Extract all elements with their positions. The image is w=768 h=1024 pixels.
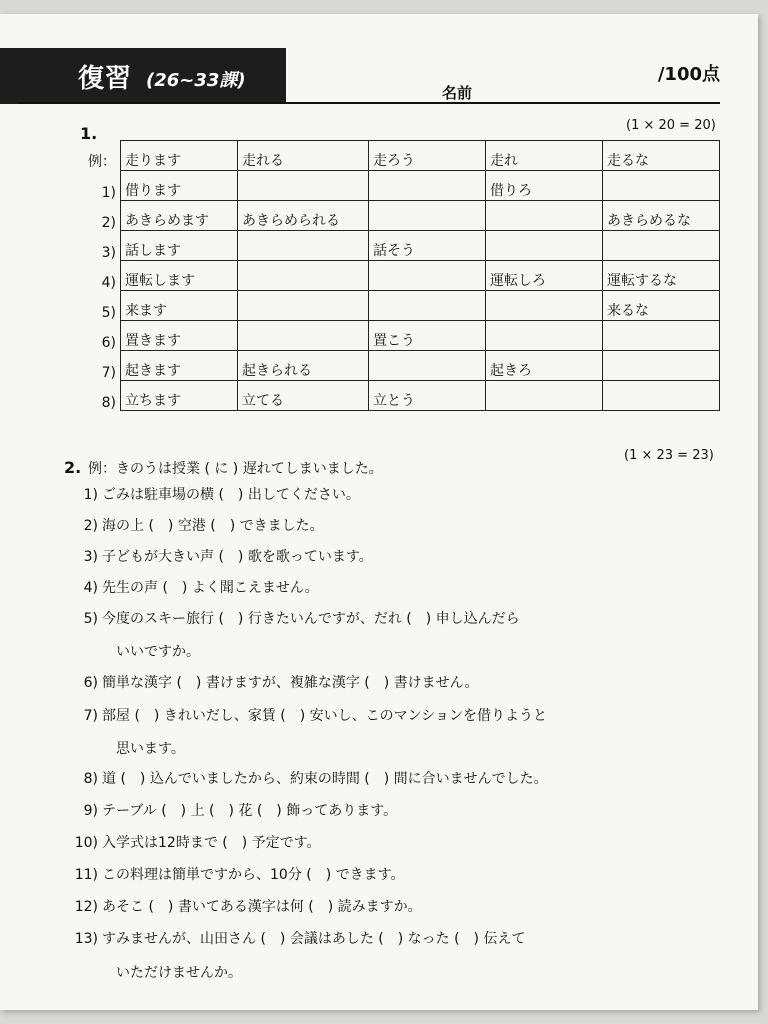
table-cell[interactable] — [369, 201, 486, 231]
question-item — [70, 768, 548, 788]
table-cell: 立とう — [369, 381, 486, 411]
example-sentence: 例：きのうは授業 ( に ) 遅れてしまいました。 — [88, 461, 383, 477]
table-cell: 走ります — [121, 141, 238, 171]
question-text: すみませんが、山田さん ( ) 会議はあした ( ) なった ( ) 伝えて — [102, 931, 526, 947]
table-cell: 置こう — [369, 321, 486, 351]
table-cell[interactable] — [603, 231, 720, 261]
table-cell: あきらめます — [121, 201, 238, 231]
question-item — [70, 832, 321, 852]
question-item — [70, 515, 324, 535]
section-1-points: (1 × 20 = 20) — [626, 118, 716, 133]
table-cell: 借ります — [121, 171, 238, 201]
table-row — [78, 171, 720, 201]
score-total: /100点 — [657, 64, 720, 85]
section-2-points: (1 × 23 = 23) — [624, 448, 714, 463]
question-text: 思います。 — [116, 741, 185, 757]
table-cell: 走れる — [238, 141, 369, 171]
table-cell[interactable] — [238, 321, 369, 351]
table-cell[interactable] — [603, 381, 720, 411]
question-item — [70, 800, 397, 820]
question-text: 今度のスキー旅行 ( ) 行きたいんですが、だれ ( ) 申し込んだら — [102, 611, 520, 627]
question-number: 1) — [83, 487, 98, 503]
row-label: 6) — [101, 334, 116, 351]
table-cell: 運転しろ — [486, 261, 603, 291]
question-text: 入学式は12時まで ( ) 予定です。 — [102, 835, 321, 851]
question-number: 6) — [83, 675, 98, 691]
table-cell: 運転します — [121, 261, 238, 291]
table-row — [78, 291, 720, 321]
table-cell[interactable] — [486, 381, 603, 411]
question-text: 道 ( ) 込んでいましたから、約束の時間 ( ) 間に合いませんでした。 — [102, 771, 548, 787]
question-item — [116, 962, 242, 982]
header-rule — [18, 102, 720, 104]
table-row — [78, 261, 720, 291]
table-cell: 走ろう — [369, 141, 486, 171]
row-label: 1) — [101, 184, 116, 201]
question-item — [70, 928, 525, 948]
table-row — [78, 351, 720, 381]
table-row — [78, 381, 720, 411]
question-number: 9) — [83, 803, 98, 819]
question-number: 3) — [83, 549, 98, 565]
question-text: 先生の声 ( ) よく聞こえません。 — [102, 580, 319, 596]
table-cell[interactable] — [486, 231, 603, 261]
question-text: 海の上 ( ) 空港 ( ) できました。 — [102, 518, 324, 534]
table-cell[interactable] — [238, 261, 369, 291]
lesson-range: (26~33課) — [146, 70, 246, 91]
table-cell[interactable] — [238, 171, 369, 201]
section-2-number: 2. — [64, 458, 82, 477]
name-label: 名前 — [442, 84, 473, 102]
question-text: この料理は簡単ですから、10分 ( ) できます。 — [102, 867, 405, 883]
table-cell: 起きられる — [238, 351, 369, 381]
table-cell: 置きます — [121, 321, 238, 351]
table-cell: 話します — [121, 231, 238, 261]
row-label: 2) — [101, 214, 116, 231]
table-cell: あきらめるな — [603, 201, 720, 231]
question-item — [70, 705, 547, 725]
row-label: 4) — [101, 274, 116, 291]
table-row — [78, 141, 720, 171]
question-item — [70, 484, 360, 504]
worksheet-title: 復習 — [78, 64, 133, 94]
table-cell: 話そう — [369, 231, 486, 261]
row-label: 7) — [101, 364, 116, 381]
section-1-number: 1. — [80, 124, 98, 143]
table-cell[interactable] — [238, 231, 369, 261]
table-cell[interactable] — [238, 291, 369, 321]
question-number: 13) — [74, 931, 98, 947]
question-item — [70, 577, 319, 597]
question-number: 5) — [83, 611, 98, 627]
table-row — [78, 231, 720, 261]
table-cell: 起きろ — [486, 351, 603, 381]
table-cell: 走るな — [603, 141, 720, 171]
question-item — [116, 641, 200, 661]
table-cell[interactable] — [369, 171, 486, 201]
table-cell: 借りろ — [486, 171, 603, 201]
question-item — [70, 672, 479, 692]
question-item — [70, 608, 520, 628]
row-label: 3) — [101, 244, 116, 261]
table-cell: 運転するな — [603, 261, 720, 291]
question-text: あそこ ( ) 書いてある漢字は何 ( ) 読みますか。 — [102, 899, 422, 915]
question-item — [116, 738, 185, 758]
table-cell: あきらめられる — [238, 201, 369, 231]
question-text: 簡単な漢字 ( ) 書けますが、複雑な漢字 ( ) 書けません。 — [102, 675, 479, 691]
question-text: いいですか。 — [116, 644, 200, 660]
question-number: 11) — [74, 867, 98, 883]
table-cell[interactable] — [486, 291, 603, 321]
row-label: 5) — [101, 304, 116, 321]
question-text: 子どもが大きい声 ( ) 歌を歌っています。 — [102, 549, 373, 565]
question-item — [70, 864, 405, 884]
table-cell[interactable] — [603, 351, 720, 381]
row-label: 8) — [101, 394, 116, 411]
table-cell[interactable] — [369, 261, 486, 291]
table-cell[interactable] — [486, 321, 603, 351]
question-text: いただけませんか。 — [116, 965, 242, 981]
question-item — [70, 896, 422, 916]
question-number: 8) — [83, 771, 98, 787]
table-row — [78, 321, 720, 351]
table-cell[interactable] — [369, 291, 486, 321]
table-cell: 立ちます — [121, 381, 238, 411]
question-number: 4) — [83, 580, 98, 596]
question-number: 10) — [74, 835, 98, 851]
table-cell: 起きます — [121, 351, 238, 381]
table-cell[interactable] — [486, 201, 603, 231]
table-row — [78, 201, 720, 231]
conjugation-table — [78, 140, 720, 411]
table-cell: 来ます — [121, 291, 238, 321]
question-number: 12) — [74, 899, 98, 915]
question-text: テーブル ( ) 上 ( ) 花 ( ) 飾ってあります。 — [102, 803, 398, 819]
table-cell[interactable] — [603, 321, 720, 351]
question-item — [70, 546, 373, 566]
row-label: 例： — [88, 153, 116, 170]
table-cell: 立てる — [238, 381, 369, 411]
question-text: ごみは駐車場の横 ( ) 出してください。 — [102, 487, 360, 503]
question-text: 部屋 ( ) きれいだし、家賃 ( ) 安いし、このマンションを借りようと — [102, 708, 548, 724]
table-cell: 来るな — [603, 291, 720, 321]
table-cell[interactable] — [369, 351, 486, 381]
question-number: 7) — [83, 708, 98, 724]
table-cell[interactable] — [603, 171, 720, 201]
table-cell: 走れ — [486, 141, 603, 171]
question-number: 2) — [83, 518, 98, 534]
